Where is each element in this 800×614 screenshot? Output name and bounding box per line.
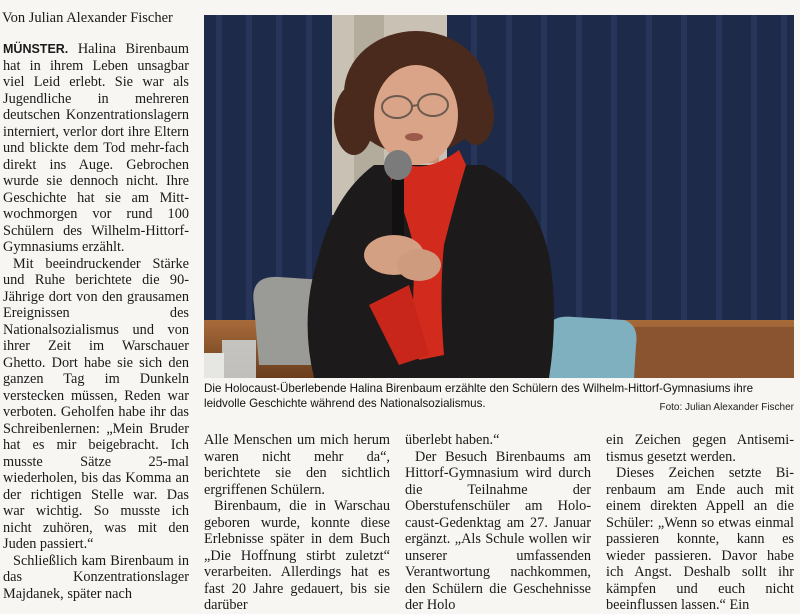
article-column-4 xyxy=(606,432,794,614)
article-paragraph: Dieses Zeichen setzte Birenbaum am Ende auch mit einem direkten Appell an die Schüler: „Wenn so etwas einmal passieren konnte, kann es wieder passieren. Davor habe ich Angst. Deshalb sollt ihr kämpfen und euch nicht beeinflussen lassen.“ Ein xyxy=(606,465,794,613)
article-paragraph: Birenbaum, die in Warschau geboren wurde, konnte diese Erlebnisse später in dem Buch „Die Hoffnung stirbt zuletzt“ verarbeiten. Allerdings hat es fast 20 Jahre gedauert, bis sie darüber xyxy=(204,498,390,613)
article-paragraph: ein Zeichen gegen Antisemitismus gesetzt werden. xyxy=(606,432,794,465)
article-paragraph: Alle Menschen um mich herum waren nicht mehr da“, berichtete sie den sichtlich ergriffenen Schülern. xyxy=(204,432,390,498)
photo-credit: Foto: Julian Alexander Fischer xyxy=(659,402,794,413)
article-column-2 xyxy=(204,432,390,614)
article-paragraph: Schließlich kam Birenbaum in das Konzentrationslager Majdanek, später nach xyxy=(3,552,189,602)
article-paragraph: überlebt haben.“ xyxy=(405,432,500,448)
article-paragraph xyxy=(3,41,189,256)
article-column-1 xyxy=(3,41,189,602)
dateline: MÜNSTER. xyxy=(3,42,69,56)
photo-caption: Die Holocaust-Überlebende Halina Birenbaum erzählte den Schülern des Wilhelm-Hittorf-Gymnasiums ihre leidvolle Geschichte während des Nationalsozialismus. xyxy=(204,382,754,410)
article-column-3 xyxy=(405,432,591,614)
article-paragraph: Mit beeindruckender Stärke und Ruhe berichtete die 90-Jährige dort von den grausamen Ereignissen des Nationalsozialismus und von ihrer Zeit im Warschauer Ghetto. Dort habe sie sich den ganzen Tag im Dunkeln verstecken müssen, Reden war verboten. Geholfen habe ihr das Schreibenlernen: „Mein Bruder hat es mir beigebracht. Ich musste Sätze 25-mal wiederholen, bis das Komma an der richtigen Stelle war. Das war wichtig. So musste ich nicht zuhören, was mit den Juden passiert.“ xyxy=(3,255,189,552)
article-photo xyxy=(204,15,794,378)
article-paragraph: Der Besuch Birenbaums am Hittorf-Gymnasium wird durch die Teilnahme der Oberstufenschüler am Holocaust-Gedenktag am 27. Januar ergänzt. „Als Schule wollen wir unserer umfassenden Verantwortung nachkommen, den Schülern die Geschehnisse der Holo xyxy=(405,448,591,613)
article-text: Halina Birenbaum hat in ihrem Leben unsagbar viel Leid erlebt. Sie war als Jugendliche in mehreren deutschen Konzentrationslagern interniert, verlor dort ihre Eltern und blickte dem Tod mehr-fach direkt ins Auge. Gebrochen wurde sie dennoch nicht. Ihre Geschichte hat sie am Mittwochmorgen vor rund 100 Schülern des Wilhelm-Hittorf-Gymnasiums erzählt. xyxy=(3,41,189,255)
byline: Von Julian Alexander Fischer xyxy=(2,10,173,26)
